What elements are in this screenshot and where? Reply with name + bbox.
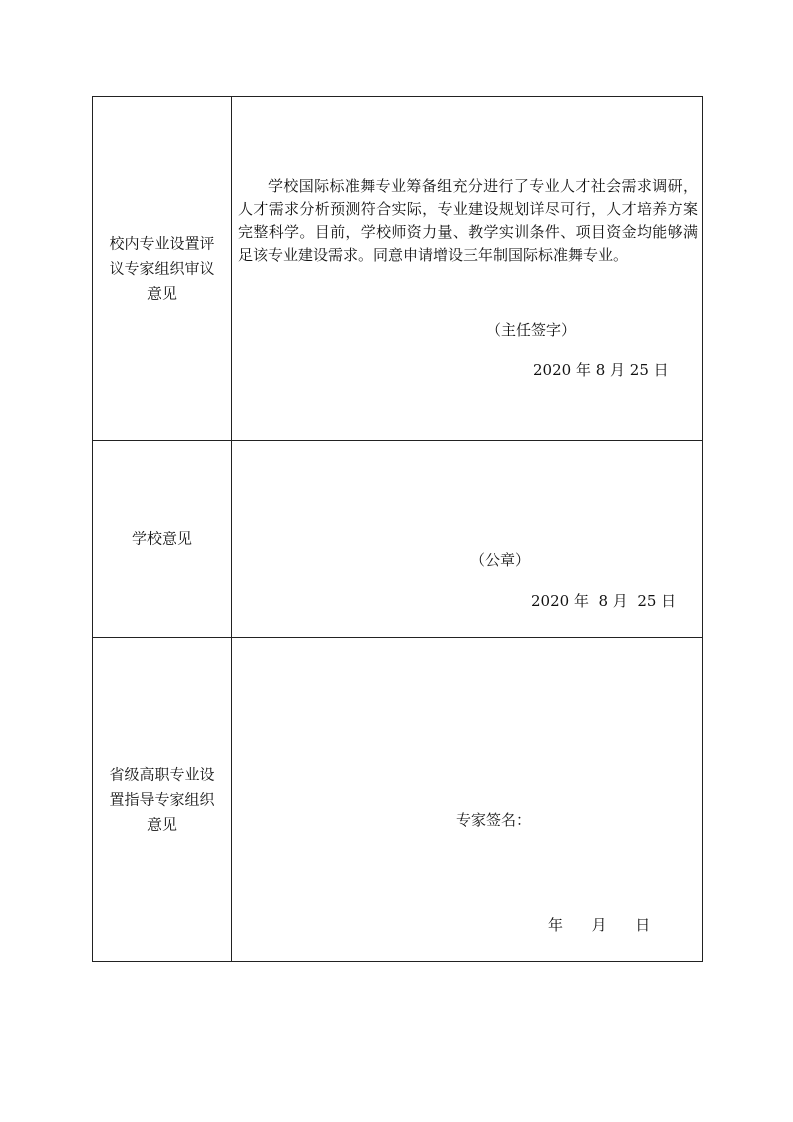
table-row: [93, 97, 703, 441]
expert-signature-caption: 专家签名：: [456, 811, 532, 829]
provincial-opinion-date: 年 月 日: [548, 916, 651, 934]
content-cell: [232, 638, 703, 962]
row-label-school-expert-review: 校内专业设置评议专家组织审议意见: [109, 234, 215, 302]
row-label-school-opinion: 学校意见: [131, 529, 192, 548]
review-opinion-table: [92, 96, 703, 962]
label-cell: [93, 638, 232, 962]
official-seal-caption: （公章）: [470, 551, 531, 569]
director-signature-caption: （主任签字）: [486, 321, 577, 339]
table-row: [93, 638, 703, 962]
expert-review-opinion-text: 学校国际标准舞专业筹备组充分进行了专业人才社会需求调研，人才需求分析预测符合实际，专业建设规划详尽可行，人才培养方案完整科学。目前，学校师资力量、教学实训条件、项目资金均能够满足该专业建设需求。同意申请增设三年制国际标准舞专业。: [238, 177, 698, 264]
school-opinion-date: 2020 年 8 月 25 日: [531, 592, 677, 610]
table-row: [93, 441, 703, 638]
label-cell: [93, 441, 232, 638]
expert-review-date: 2020 年 8 月 25 日: [533, 361, 669, 379]
content-cell: [232, 441, 703, 638]
content-cell: [232, 97, 703, 441]
row-label-provincial-expert-opinion: 省级高职专业设置指导专家组织意见: [109, 765, 215, 833]
label-cell: [93, 97, 232, 441]
